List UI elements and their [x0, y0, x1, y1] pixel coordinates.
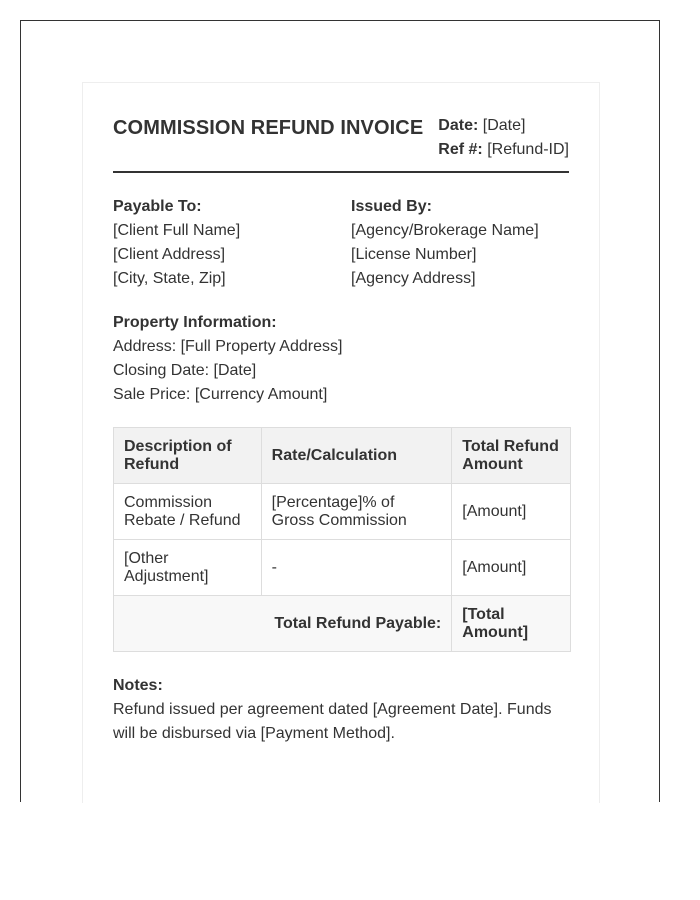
table-row: [114, 540, 571, 596]
column-header-rate: Rate/Calculation: [261, 428, 452, 484]
ref-line: [438, 138, 569, 162]
refund-table: [113, 427, 571, 652]
column-header-total: Total Refund Amount: [452, 428, 571, 484]
table-header-row: [114, 428, 571, 484]
ref-label: Ref #:: [438, 141, 483, 158]
issued-by-heading: Issued By:: [351, 198, 432, 215]
date-line: [438, 114, 569, 138]
row-description: Commission Rebate / Refund: [114, 484, 262, 540]
table-row: [114, 484, 571, 540]
notes-text: Refund issued per agreement dated [Agreement Date]. Funds will be disbursed via [Payment Method].: [113, 701, 552, 742]
parties-section: [113, 195, 569, 291]
payable-to-heading: Payable To:: [113, 198, 202, 215]
closing-date: Closing Date: [Date]: [113, 362, 257, 379]
notes-section: [113, 674, 569, 746]
sale-price: Sale Price: [Currency Amount]: [113, 386, 328, 403]
issued-by-block: [351, 195, 539, 291]
client-address: [Client Address]: [113, 246, 226, 263]
row-rate: -: [261, 540, 452, 596]
row-rate: [Percentage]% of Gross Commission: [261, 484, 452, 540]
row-amount: [Amount]: [452, 484, 571, 540]
total-row: [114, 596, 571, 652]
invoice-title: COMMISSION REFUND INVOICE: [113, 117, 424, 139]
ref-value: [Refund-ID]: [487, 141, 569, 158]
invoice-header: [113, 83, 569, 173]
client-city-state-zip: [City, State, Zip]: [113, 270, 226, 287]
total-value: [Total Amount]: [452, 596, 571, 652]
row-description: [Other Adjustment]: [114, 540, 262, 596]
page-frame: [20, 20, 660, 802]
agency-address: [Agency Address]: [351, 270, 476, 287]
invoice-meta: [438, 114, 569, 162]
invoice-document: [82, 82, 600, 803]
date-value: [Date]: [482, 117, 526, 134]
column-header-description: Description of Refund: [114, 428, 262, 484]
property-heading: Property Information:: [113, 314, 277, 331]
date-label: Date:: [438, 117, 479, 134]
client-name: [Client Full Name]: [113, 222, 241, 239]
property-information: [113, 311, 343, 407]
notes-heading: Notes:: [113, 677, 163, 694]
row-amount: [Amount]: [452, 540, 571, 596]
agency-name: [Agency/Brokerage Name]: [351, 222, 539, 239]
total-label: Total Refund Payable:: [114, 596, 452, 652]
property-address: Address: [Full Property Address]: [113, 338, 343, 355]
payable-to-block: [113, 195, 240, 291]
license-number: [License Number]: [351, 246, 477, 263]
